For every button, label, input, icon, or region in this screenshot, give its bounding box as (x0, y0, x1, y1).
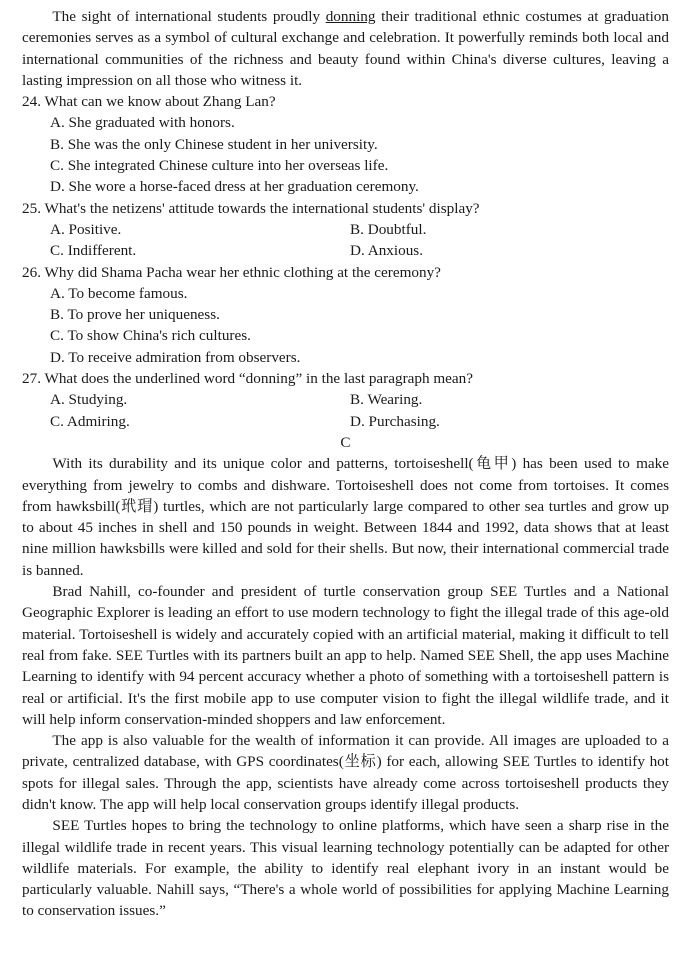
option-a[interactable]: A. Studying. (50, 391, 128, 409)
passage-paragraph: The app is also valuable for the wealth of information it can provide. All images are uploaded to a private, centralized database, with GPS coordinates(坐标) for each, allowing SEE Turtles to identify hot spots for illegal sales. Through the app, scientists have already come across tortoiseshell products they didn't know. The app will help local conservation groups identify illegal products. (22, 732, 669, 813)
question-25 (22, 198, 669, 262)
option-b[interactable]: B. To prove her uniqueness. (50, 306, 220, 324)
question-stem: 25. What's the netizens' attitude towards the international students' display? (22, 199, 480, 217)
section-heading: C (340, 433, 351, 451)
intro-text-after: their traditional ethnic costumes at graduation ceremonies serves as a symbol of cultural exchange and celebration. It powerfully reminds both local and international communities of the richness and beauty found within China's diverse cultures, leaving a lasting impression on all those who witness it. (22, 8, 669, 89)
question-stem: 26. Why did Shama Pacha wear her ethnic clothing at the ceremony? (22, 263, 441, 281)
option-b[interactable]: B. Wearing. (350, 391, 423, 409)
option-b[interactable]: B. She was the only Chinese student in her university. (50, 135, 378, 153)
question-stem: 27. What does the underlined word “donning” in the last paragraph mean? (22, 370, 473, 388)
question-26 (22, 262, 669, 368)
question-24 (22, 91, 669, 197)
option-d[interactable]: D. She wore a horse-faced dress at her graduation ceremony. (50, 178, 419, 196)
question-stem: 24. What can we know about Zhang Lan? (22, 93, 276, 111)
question-27 (22, 368, 669, 432)
option-d[interactable]: D. To receive admiration from observers. (50, 348, 301, 366)
option-b[interactable]: B. Doubtful. (350, 220, 427, 238)
passage-paragraph: SEE Turtles hopes to bring the technology to online platforms, which have seen a sharp rise in the illegal wildlife trade in recent years. This visual learning technology potentially can be adapted for other wildlife materials. For example, the ability to identify real elephant ivory in an instant would be particularly valuable. Nahill says, “There's a whole world of possibilities for applying Machine Learning to conservation issues.” (22, 817, 669, 920)
option-c[interactable]: C. To show China's rich cultures. (50, 327, 251, 345)
passage-paragraph: With its durability and its unique color and patterns, tortoiseshell(龟甲) has been used to make everything from jewelry to combs and dishware. Tortoiseshell does not come from tortoises. It comes from hawksbill(玳瑁) turtles, which are not particularly large compared to other sea turtles and grow up to about 45 inches in shell and 150 pounds in weight. Between 1844 and 1992, data shows that at least nine million hawksbills were killed and sold for their shells. But now, their international commercial trade is banned. (22, 455, 669, 579)
option-d[interactable]: D. Purchasing. (350, 412, 440, 430)
option-c[interactable]: C. Indifferent. (50, 242, 137, 260)
intro-text-before: The sight of international students proudly (52, 8, 326, 25)
option-row (22, 240, 669, 261)
option-d[interactable]: D. Anxious. (350, 242, 423, 260)
option-a[interactable]: A. She graduated with honors. (50, 114, 235, 132)
intro-paragraph (22, 6, 669, 91)
option-a[interactable]: A. To become famous. (50, 284, 188, 302)
option-a[interactable]: A. Positive. (50, 220, 122, 238)
option-row (22, 411, 669, 432)
option-c[interactable]: C. Admiring. (50, 412, 130, 430)
option-row (22, 219, 669, 240)
passage-paragraph: Brad Nahill, co-founder and president of turtle conservation group SEE Turtles and a National Geographic Explorer is leading an effort to use modern technology to fight the illegal trade of this age-old material. Tortoiseshell is widely and accurately copied with an artificial material, making it difficult to tell real from fake. SEE Turtles with its partners built an app to help. Named SEE Shell, the app uses Machine Learning to identify with 94 percent accuracy whether a photo of something with a tortoiseshell pattern is real or artificial. It's the first mobile app to use computer vision to fight the illegal wildlife trade, and it will help inform conservation-minded shoppers and law enforcement. (22, 583, 669, 728)
option-c[interactable]: C. She integrated Chinese culture into her overseas life. (50, 157, 389, 175)
underlined-word: donning (325, 8, 376, 25)
option-row (22, 389, 669, 410)
